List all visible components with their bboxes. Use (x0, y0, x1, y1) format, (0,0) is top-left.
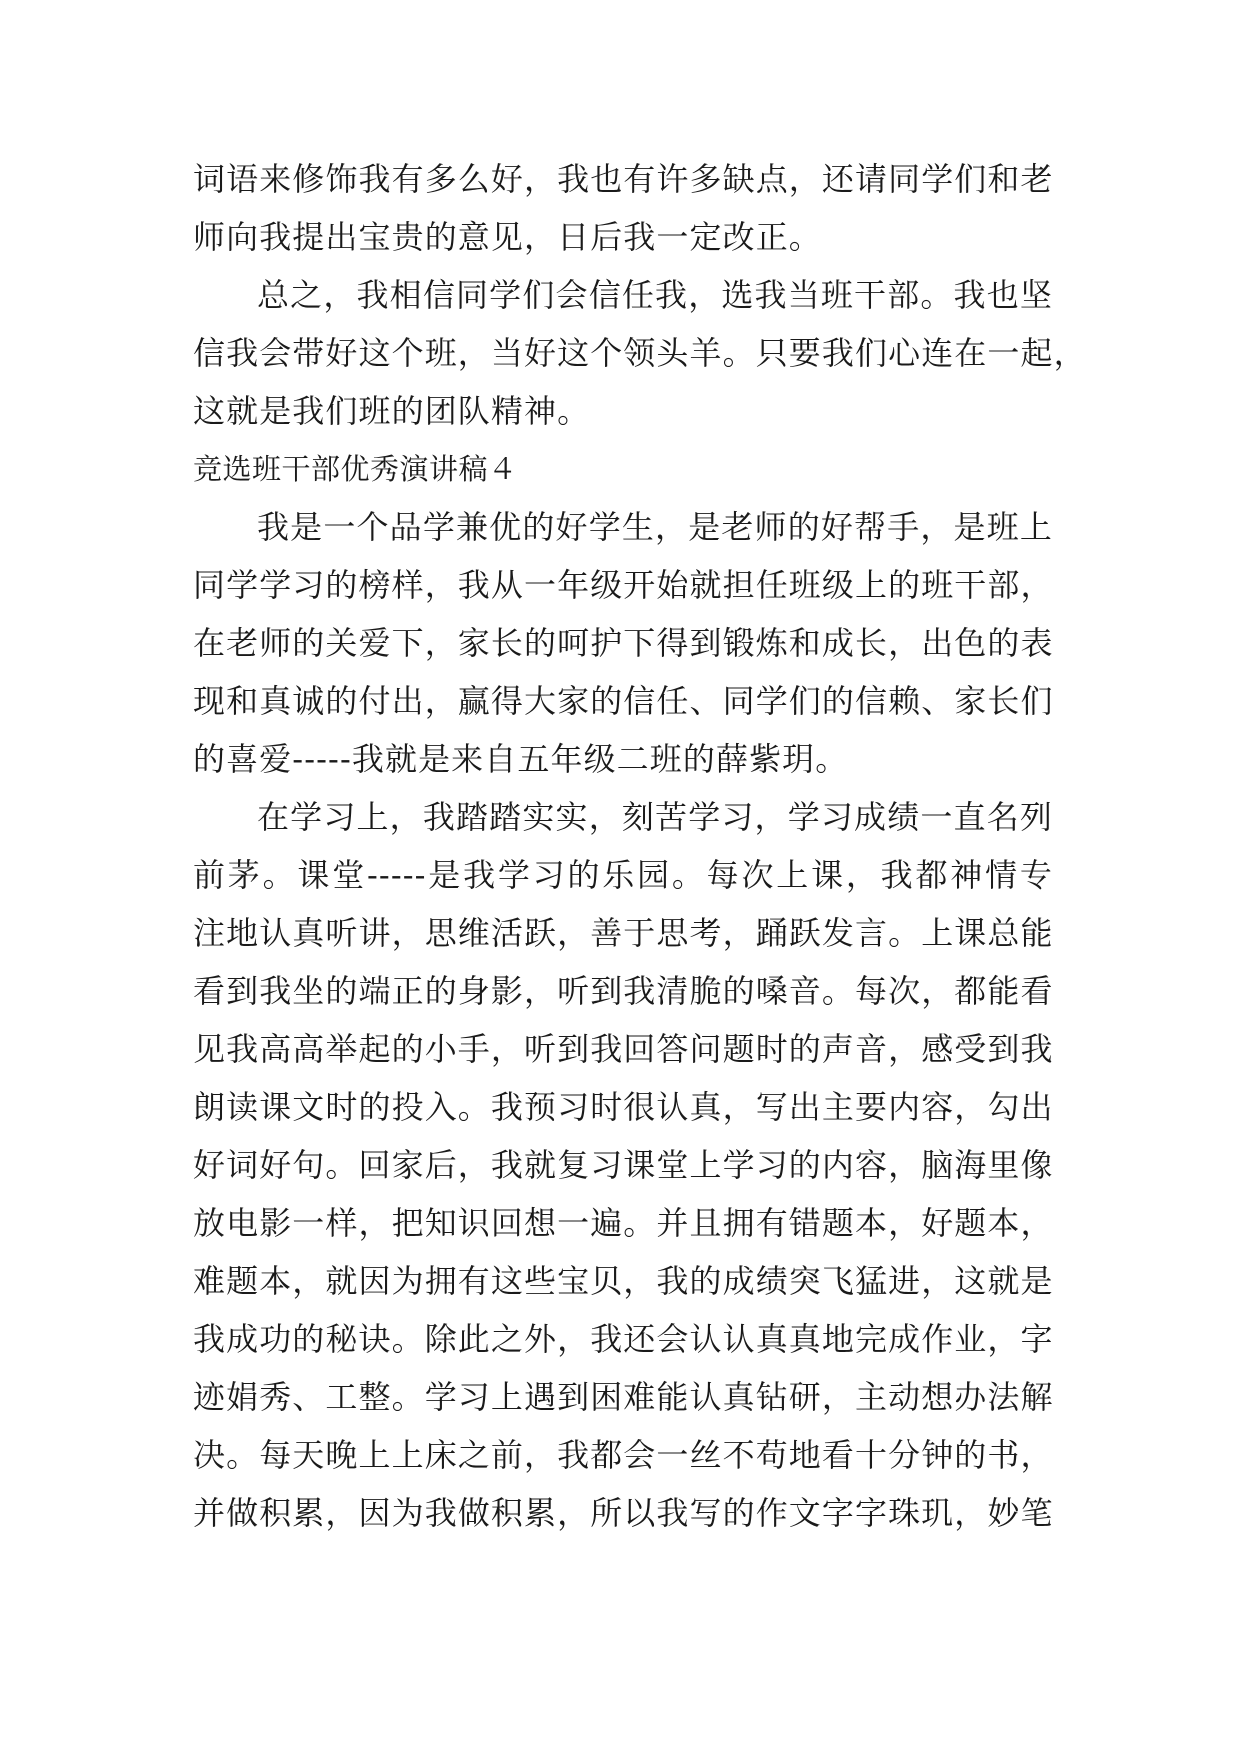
text-line: 这就是我们班的团队精神。 (193, 392, 591, 430)
text-line: 见我高高举起的小手，听到我回答问题时的声音，感受到我 (193, 1030, 1054, 1068)
text-line: 注地认真听讲，思维活跃，善于思考，踊跃发言。上课总能 (193, 914, 1054, 952)
text-line: 朗读课文时的投入。我预习时很认真，写出主要内容，勾出 (193, 1088, 1054, 1126)
text-line: 迹娟秀、工整。学习上遇到困难能认真钻研，主动想办法解 (193, 1378, 1054, 1416)
text-line: 在老师的关爱下，家长的呵护下得到锻炼和成长，出色的表 (193, 624, 1054, 662)
text-line: 在学习上，我踏踏实实，刻苦学习，学习成绩一直名列 (257, 798, 1053, 836)
text-line: 前茅。课堂-----是我学习的乐园。每次上课，我都神情专 (193, 856, 1053, 894)
text-line: 难题本，就因为拥有这些宝贝，我的成绩突飞猛进，这就是 (193, 1262, 1054, 1300)
text-line: 我成功的秘诀。除此之外，我还会认认真真地完成作业，字 (193, 1320, 1054, 1358)
text-line: 决。每天晚上上床之前，我都会一丝不苟地看十分钟的书， (193, 1436, 1054, 1474)
text-line: 师向我提出宝贵的意见，日后我一定改正。 (193, 218, 822, 256)
text-line: 信我会带好这个班，当好这个领头羊。只要我们心连在一起， (193, 334, 1087, 372)
text-line: 放电影一样，把知识回想一遍。并且拥有错题本，好题本， (193, 1204, 1054, 1242)
text-line: 看到我坐的端正的身影，听到我清脆的嗓音。每次，都能看 (193, 972, 1054, 1010)
text-line: 同学学习的榜样，我从一年级开始就担任班级上的班干部， (193, 566, 1054, 604)
text-line: 词语来修饰我有多么好，我也有许多缺点，还请同学们和老 (193, 160, 1054, 198)
document-body (193, 150, 1087, 1542)
text-line: 并做积累，因为我做积累，所以我写的作文字字珠玑，妙笔 (193, 1494, 1054, 1532)
text-line: 好词好句。回家后，我就复习课堂上学习的内容，脑海里像 (193, 1146, 1054, 1184)
section-heading: 竞选班干部优秀演讲稿４ (193, 452, 518, 486)
text-line: 总之，我相信同学们会信任我，选我当班干部。我也坚 (257, 276, 1053, 314)
text-line: 我是一个品学兼优的好学生，是老师的好帮手，是班上 (257, 508, 1053, 546)
text-line: 现和真诚的付出，赢得大家的信任、同学们的信赖、家长们 (193, 682, 1054, 720)
text-line: 的喜爱-----我就是来自五年级二班的薛紫玥。 (193, 740, 849, 778)
